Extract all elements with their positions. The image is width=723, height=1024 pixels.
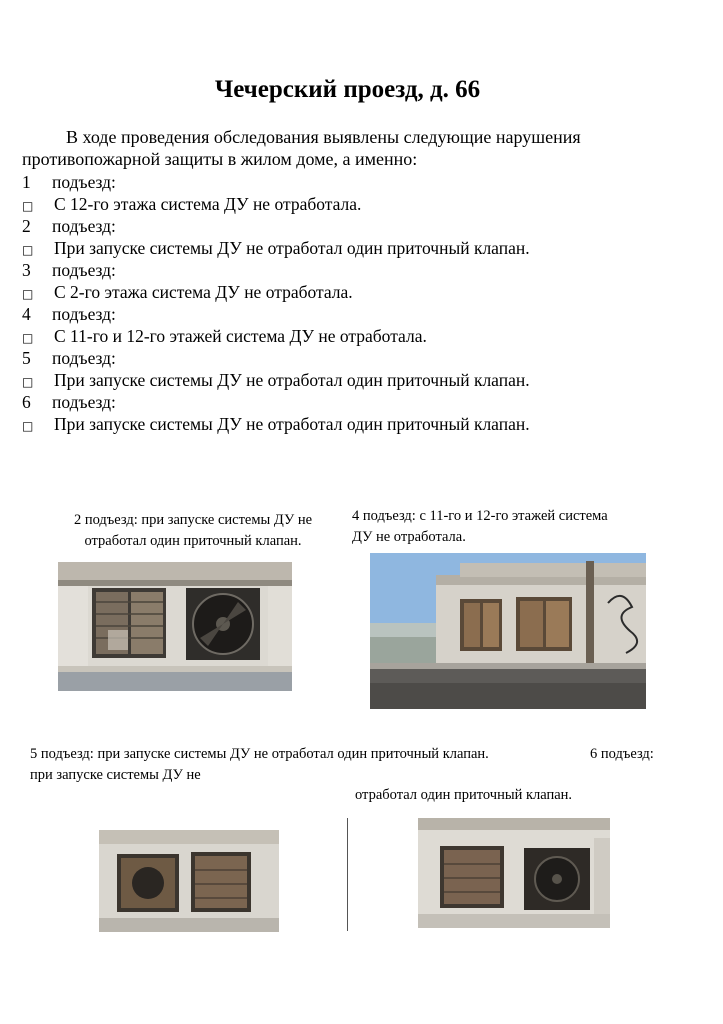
caption-line: 2 подъезд: при запуске системы ДУ не	[73, 512, 313, 528]
violation-item	[22, 326, 427, 347]
checkbox-bullet-icon: □	[22, 331, 34, 345]
entrance-heading	[22, 304, 116, 325]
photo-caption-entrance-2	[48, 510, 338, 552]
violation-item	[22, 194, 361, 215]
caption-line: ДУ не отработала.	[352, 529, 466, 545]
entrance-number: 4	[22, 304, 31, 324]
caption-line: отработал один приточный клапан.	[84, 533, 302, 549]
checkbox-bullet-icon: □	[22, 243, 34, 257]
checkbox-bullet-icon: □	[22, 199, 34, 213]
caption-line: 4 подъезд: с 11-го и 12-го этажей система	[352, 508, 608, 524]
entrance-heading	[22, 260, 116, 281]
entrance-heading	[22, 216, 116, 237]
photo-caption-entrance-6-line: отработал один приточный клапан.	[355, 787, 573, 803]
intro-line-2: противопожарной защиты в жилом доме, а именно:	[22, 149, 418, 169]
violation-item	[22, 414, 530, 435]
violation-text: При запуске системы ДУ не отработал один приточный клапан.	[54, 414, 530, 434]
entrance-label: подъезд:	[52, 348, 116, 368]
violation-text: При запуске системы ДУ не отработал один приточный клапан.	[54, 370, 530, 390]
checkbox-bullet-icon: □	[22, 375, 34, 389]
entrance-label: подъезд:	[52, 304, 116, 324]
photo-entrance-4	[370, 553, 646, 709]
entrance-number: 2	[22, 216, 31, 236]
photo-caption-entrance-6-label: 6 подъезд:	[590, 746, 654, 762]
entrance-number: 3	[22, 260, 31, 280]
entrance-heading	[22, 172, 116, 193]
photo-entrance-2	[58, 562, 292, 691]
page-title: Чечерский проезд, д. 66	[214, 76, 481, 103]
entrance-number: 5	[22, 348, 31, 368]
entrance-number: 1	[22, 172, 31, 192]
violation-text: При запуске системы ДУ не отработал один приточный клапан.	[54, 238, 530, 258]
entrance-number: 6	[22, 392, 31, 412]
entrance-label: подъезд:	[52, 260, 116, 280]
violation-text: С 11-го и 12-го этажей система ДУ не отработала.	[54, 326, 427, 346]
violation-item	[22, 282, 353, 303]
checkbox-bullet-icon: □	[22, 419, 34, 433]
entrance-label: подъезд:	[52, 172, 116, 192]
violation-text: С 12-го этажа система ДУ не отработала.	[54, 194, 362, 214]
violation-item	[22, 238, 530, 259]
violation-item	[22, 370, 530, 391]
violation-text: С 2-го этажа система ДУ не отработала.	[54, 282, 353, 302]
photo-caption-entrance-6-line: при запуске системы ДУ не	[30, 767, 201, 783]
checkbox-bullet-icon: □	[22, 287, 34, 301]
photo-entrance-6	[418, 818, 610, 928]
entrance-label: подъезд:	[52, 392, 116, 412]
photo-caption-entrance-4	[352, 506, 672, 548]
photo-divider	[347, 818, 348, 931]
photo-entrance-5	[99, 830, 279, 932]
entrance-heading	[22, 392, 116, 413]
entrance-label: подъезд:	[52, 216, 116, 236]
intro-line-1: В ходе проведения обследования выявлены следующие нарушения	[66, 127, 581, 147]
entrance-heading	[22, 348, 116, 369]
photo-caption-entrance-5: 5 подъезд: при запуске системы ДУ не отработал один приточный клапан.	[30, 746, 489, 762]
